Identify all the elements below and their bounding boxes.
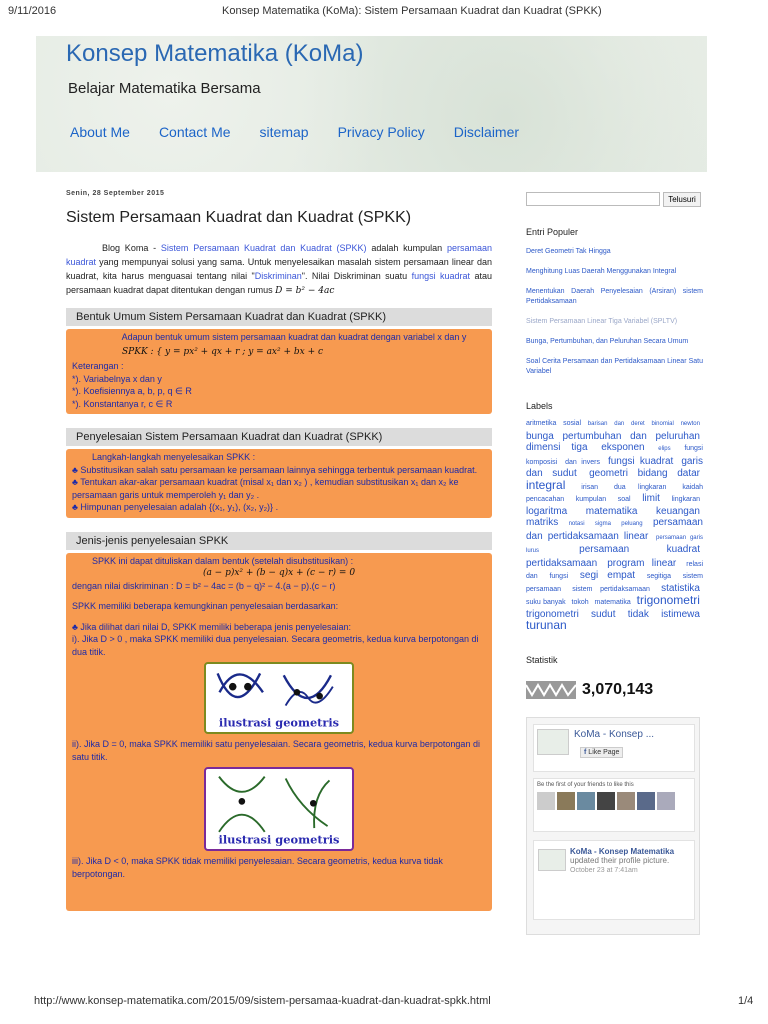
label-link[interactable]: sistem pertidaksamaan [572, 585, 650, 593]
label-link[interactable]: suku banyak [526, 599, 566, 606]
label-link[interactable]: dua lingkaran [613, 483, 667, 491]
label-link[interactable]: binomial [651, 421, 674, 427]
label-link[interactable]: newton [680, 421, 700, 427]
label-link[interactable]: trigonometri [526, 608, 579, 620]
print-header [0, 0, 768, 22]
popular-item[interactable]: Menentukan Daerah Penyelesaian (Arsiran) sistem Pertidaksamaan [526, 288, 703, 305]
label-link[interactable]: sudut [591, 608, 616, 620]
label-link[interactable]: dimensi tiga [526, 442, 588, 453]
intro-text: Blog Koma - [102, 243, 161, 253]
intro-text: atau persamaan kuadrat dapat ditentukan dengan rumus [66, 271, 492, 295]
label-link[interactable]: dan [630, 430, 647, 442]
label-link[interactable]: peluang [621, 521, 643, 527]
label-link[interactable]: deret [631, 421, 645, 427]
label-link[interactable]: dan invers [565, 458, 600, 466]
s1-k2: *). Koefisiennya a, b, p, q ∈ R [72, 386, 192, 396]
intro-text: yang mempunyai solusi yang sama. Untuk menyelesaikan masalah sistem persamaan linear dan kuadrat, kita harus menguasai tentang nilai " [66, 257, 492, 281]
fb-friends-text: Be the first of your friends to like this [537, 781, 634, 788]
label-link[interactable]: segitiga [646, 573, 671, 580]
label-link[interactable]: persamaan kuadrat [579, 544, 700, 555]
main-area [36, 172, 707, 988]
s3-case-ii: ii). Jika D = 0, maka SPKK memiliki satu penyelesaian. Secara geometris, kedua kurva berpotongan di satu titik. [72, 739, 480, 762]
illustration-two-intersections [204, 662, 354, 734]
facebook-icon: f [584, 748, 587, 756]
label-link[interactable]: eksponen [601, 442, 645, 453]
s2-step-c: ♣ Himpunan penyelesaian adalah {(x₁, y₁), (x₂, y₂)} . [72, 502, 279, 512]
popular-item[interactable]: Bunga, Pertumbuhan, dan Peluruhan Secara Umum [526, 338, 689, 345]
popular-title: Entri Populer [526, 227, 579, 237]
print-footer [0, 990, 768, 1012]
label-link[interactable]: matriks [526, 517, 559, 528]
formula-discriminant: D = b² − 4ac [275, 286, 335, 296]
section-heading-penyelesaian: Penyelesaian Sistem Persamaan Kuadrat dan Kuadrat (SPKK) [66, 428, 492, 446]
label-link[interactable]: aritmetika [526, 420, 557, 427]
label-link[interactable]: fungsi kuadrat [607, 455, 674, 467]
intro-text: adalah kumpulan [366, 243, 447, 253]
s2-step-a: ♣ Substitusikan salah satu persamaan ke persamaan lainnya sehingga terbentuk persamaan kuadrat. [72, 464, 478, 475]
print-date: 9/11/2016 [8, 5, 57, 17]
popular-item[interactable]: Sistem Persamaan Linear Tiga Variabel (SPLTV) [526, 318, 678, 325]
label-link[interactable]: irisan [581, 483, 599, 491]
label-link[interactable]: matematika [585, 505, 638, 517]
label-link[interactable]: limit [642, 493, 660, 504]
label-link[interactable]: integral [526, 477, 566, 492]
s3-case-i: i). Jika D > 0 , maka SPKK memiliki dua penyelesaian. Secara geometris, kedua kurva berpotongan di dua titik. [72, 634, 479, 657]
section-box-penyelesaian [66, 449, 492, 518]
label-link[interactable]: istimewa [661, 608, 700, 620]
post-date: Senin, 28 September 2015 [66, 190, 165, 197]
print-page: 1/4 [738, 995, 754, 1007]
s3-discriminant: dengan nilai diskriminan : D = b² − 4ac = (b − q)² − 4.(a − p).(c − r) [72, 580, 336, 591]
avatar [597, 792, 615, 810]
label-link[interactable]: sistem persamaan [526, 573, 703, 593]
label-link[interactable]: persamaan garis lurus [526, 534, 703, 554]
label-link[interactable]: kaidah pencacahan [526, 483, 703, 503]
nav-contact-me[interactable]: Contact Me [158, 124, 231, 140]
label-link[interactable]: logaritma [526, 505, 568, 517]
label-link[interactable]: sosial [563, 420, 582, 427]
stats-count: 3,070,143 [582, 680, 654, 698]
illustration-one-intersection [204, 767, 354, 851]
s1-spkk: SPKK : { y = px² + qx + r ; y = ax² + bx + c [122, 346, 324, 357]
label-link[interactable]: garis dan sudut [526, 455, 703, 479]
s1-lead: Adapun bentuk umum sistem persamaan kuadrat dan kuadrat dengan variabel x dan y [121, 332, 467, 342]
s1-k1: *). Variabelnya x dan y [72, 373, 162, 384]
s3-case-iii: iii). Jika D < 0, maka SPKK tidak memiliki penyelesaian. Secara geometris, kedua kurva tidak berpotongan. [72, 856, 443, 879]
stats-title: Statistik [526, 654, 558, 665]
label-link[interactable]: tokoh [571, 599, 589, 606]
search-form [526, 192, 703, 207]
fb-post [533, 840, 695, 920]
fig2-caption: ilustrasi geometris [218, 832, 340, 847]
print-title: Konsep Matematika (KoMa): Sistem Persamaan Kuadrat dan Kuadrat (SPKK) [222, 5, 602, 17]
popular-item[interactable]: Menghitung Luas Daerah Menggunakan Integral [526, 268, 677, 275]
nav-about-me[interactable]: About Me [70, 124, 130, 140]
post-title[interactable]: Sistem Persamaan Kuadrat dan Kuadrat (SPKK) [66, 209, 412, 226]
post-intro [66, 241, 492, 298]
label-link[interactable]: matematika [594, 599, 631, 606]
label-link[interactable]: program linear [607, 557, 677, 569]
s1-keterangan: Keterangan : [72, 361, 124, 371]
fb-like-button[interactable] [580, 747, 623, 758]
popular-posts [526, 247, 703, 377]
blog-description: Belajar Matematika Bersama [68, 80, 261, 97]
labels-cloud [526, 417, 703, 633]
label-link[interactable]: pertumbuhan [562, 430, 622, 442]
label-link[interactable]: geometri bidang datar [589, 468, 700, 479]
fb-header [533, 724, 695, 772]
label-link[interactable]: persamaan dan pertidaksamaan linear [526, 517, 703, 542]
link-diskriminan[interactable]: Diskriminan [254, 271, 302, 281]
label-link[interactable]: elips [658, 446, 671, 452]
s2-lead: Langkah-langkah menyelesaikan SPKK : [92, 452, 256, 462]
label-link[interactable]: pertidaksamaan [526, 557, 598, 569]
label-link[interactable]: keuangan [656, 505, 700, 517]
avatar [577, 792, 595, 810]
top-nav [70, 124, 519, 140]
sparkline-icon [526, 681, 576, 699]
nav-privacy-policy[interactable]: Privacy Policy [337, 124, 425, 140]
label-link[interactable]: barisan [587, 421, 608, 427]
s3-jika: ♣ Jika dilihat dari nilai D, SPKK memiliki beberapa jenis penyelesaian: [72, 621, 352, 632]
popular-item[interactable]: Deret Geometri Tak Hingga [526, 248, 611, 255]
intro-text: ". Nilai Diskriminan suatu [301, 271, 412, 281]
print-url: http://www.konsep-matematika.com/2015/09/sistem-persamaa-kuadrat-dan-kuadrat-spkk.html [34, 995, 491, 1007]
avatar [637, 792, 655, 810]
label-link[interactable]: tidak [627, 608, 649, 620]
fb-page-name[interactable]: KoMa - Konsep ... [574, 728, 655, 740]
section-heading-bentuk-umum: Bentuk Umum Sistem Persamaan Kuadrat dan Kuadrat (SPKK) [66, 308, 492, 326]
nav-disclaimer[interactable]: Disclaimer [453, 124, 520, 140]
label-link[interactable]: statistika [661, 582, 700, 594]
label-link[interactable]: trigonometri [636, 593, 700, 607]
fb-friend-avatars [537, 792, 691, 810]
label-link[interactable]: fungsi [549, 573, 569, 580]
label-link[interactable]: kumpulan [575, 496, 607, 503]
label-link[interactable]: dan [614, 421, 625, 427]
sidebar [526, 192, 703, 935]
s2-step-b: ♣ Tentukan akar-akar persamaan kuadrat (misal x₁ dan x₂ ) , kemudian substitusikan x₁ dan x₂ ke persamaan garis untuk memperoleh y₁ dan y₂ . [72, 477, 459, 500]
section-box-jenis [66, 553, 492, 911]
label-link[interactable]: relasi dan [526, 560, 703, 580]
nav-sitemap[interactable]: sitemap [259, 124, 309, 140]
label-link[interactable]: turunan [526, 618, 567, 632]
fb-like-label: Like Page [588, 748, 620, 756]
facebook-widget [526, 717, 700, 935]
search-input[interactable] [526, 192, 660, 206]
fig1-caption: ilustrasi geometris [218, 715, 340, 730]
blog-header [36, 36, 707, 172]
fb-page-avatar [537, 729, 569, 755]
fb-post-avatar [538, 849, 566, 871]
fb-post-author[interactable]: KoMa - Konsep Matematika [570, 846, 675, 856]
avatar [537, 792, 555, 810]
avatar [617, 792, 635, 810]
label-link[interactable]: fungsi komposisi [526, 445, 703, 466]
link-fungsi-kuadrat[interactable]: fungsi kuadrat [411, 271, 471, 281]
avatar [557, 792, 575, 810]
blog-title[interactable]: Konsep Matematika (KoMa) [66, 40, 364, 67]
fb-friends [533, 778, 695, 832]
s1-k3: *). Konstantanya r, c ∈ R [72, 398, 173, 409]
label-link[interactable]: lingkaran [671, 496, 700, 503]
post [66, 190, 492, 911]
label-link[interactable]: sigma [594, 521, 611, 527]
fb-post-date: October 23 at 7:41am [570, 866, 638, 874]
label-link[interactable]: segi empat [579, 570, 636, 581]
link-spkk[interactable]: Sistem Persamaan Kuadrat dan Kuadrat (SPKK) [160, 243, 367, 253]
search-button[interactable]: Telusuri [663, 192, 701, 207]
section-heading-jenis: Jenis-jenis penyelesaian SPKK [66, 532, 492, 550]
label-link[interactable]: soal [617, 496, 631, 503]
labels-title: Labels [526, 401, 553, 411]
s3-intro: SPKK memiliki beberapa kemungkinan penyelesaian berdasarkan: [72, 601, 339, 611]
s3-lead: SPKK ini dapat dituliskan dalam bentuk (setelah disubstitusikan) : [92, 555, 354, 566]
avatar [657, 792, 675, 810]
popular-item[interactable]: Soal Cerita Persamaan dan Pertidaksamaan Linear Satu Variabel [526, 358, 703, 375]
label-link[interactable]: peluruhan [655, 430, 700, 442]
section-box-bentuk-umum [66, 329, 492, 414]
label-link[interactable]: notasi [568, 521, 585, 527]
link-persamaan-kuadrat[interactable]: persamaan kuadrat [66, 243, 492, 267]
label-link[interactable]: bunga [526, 430, 554, 442]
s3-equation: (a − p)x² + (b − q)x + (c − r) = 0 [202, 568, 356, 578]
fb-post-text: updated their profile picture. [570, 855, 670, 865]
stats-widget [526, 681, 703, 699]
